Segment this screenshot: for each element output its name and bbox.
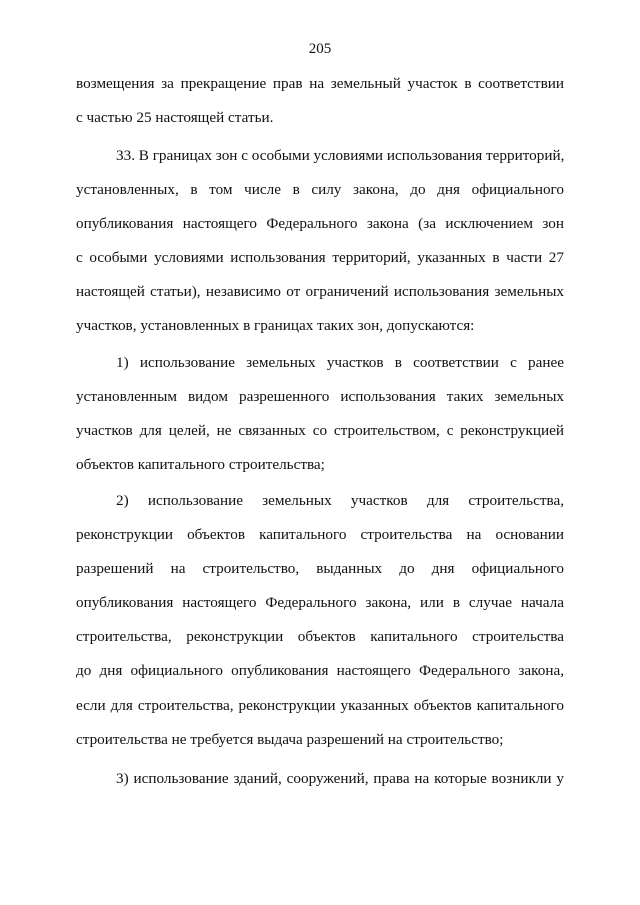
text-line: строительства, реконструкции объектов капитального строительства — [76, 628, 564, 645]
text-line: строительства не требуется выдача разрешений на строительство; — [76, 731, 504, 748]
text-line: если для строительства, реконструкции указанных объектов капитального — [76, 697, 564, 714]
text-line: с частью 25 настоящей статьи. — [76, 109, 274, 126]
text-line: 2) использование земельных участков для строительства, — [116, 492, 564, 509]
text-line: возмещения за прекращение прав на земельный участок в соответствии — [76, 75, 564, 92]
text-line: установленным видом разрешенного использования таких земельных — [76, 388, 564, 405]
text-line: 1) использование земельных участков в соответствии с ранее — [116, 354, 564, 371]
text-line: участков, установленных в границах таких зон, допускаются: — [76, 317, 475, 334]
text-line: реконструкции объектов капитального строительства на основании — [76, 526, 564, 543]
text-line: объектов капитального строительства; — [76, 456, 325, 473]
text-line: с особыми условиями использования территорий, указанных в части 27 — [76, 249, 564, 266]
text-line: 33. В границах зон с особыми условиями использования территорий, — [116, 147, 565, 164]
text-line: настоящей статьи), независимо от ограничений использования земельных — [76, 283, 564, 300]
text-line: разрешений на строительство, выданных до дня официального — [76, 560, 564, 577]
text-line: до дня официального опубликования настоящего Федерального закона, — [76, 662, 564, 679]
text-line: опубликования настоящего Федерального закона, или в случае начала — [76, 594, 564, 611]
text-line: 3) использование зданий, сооружений, права на которые возникли у — [116, 770, 564, 787]
page-number: 205 — [308, 41, 332, 57]
text-line: участков для целей, не связанных со строительством, с реконструкцией — [76, 422, 564, 439]
text-line: опубликования настоящего Федерального закона (за исключением зон — [76, 215, 564, 232]
text-line: установленных, в том числе в силу закона, до дня официального — [76, 181, 564, 198]
